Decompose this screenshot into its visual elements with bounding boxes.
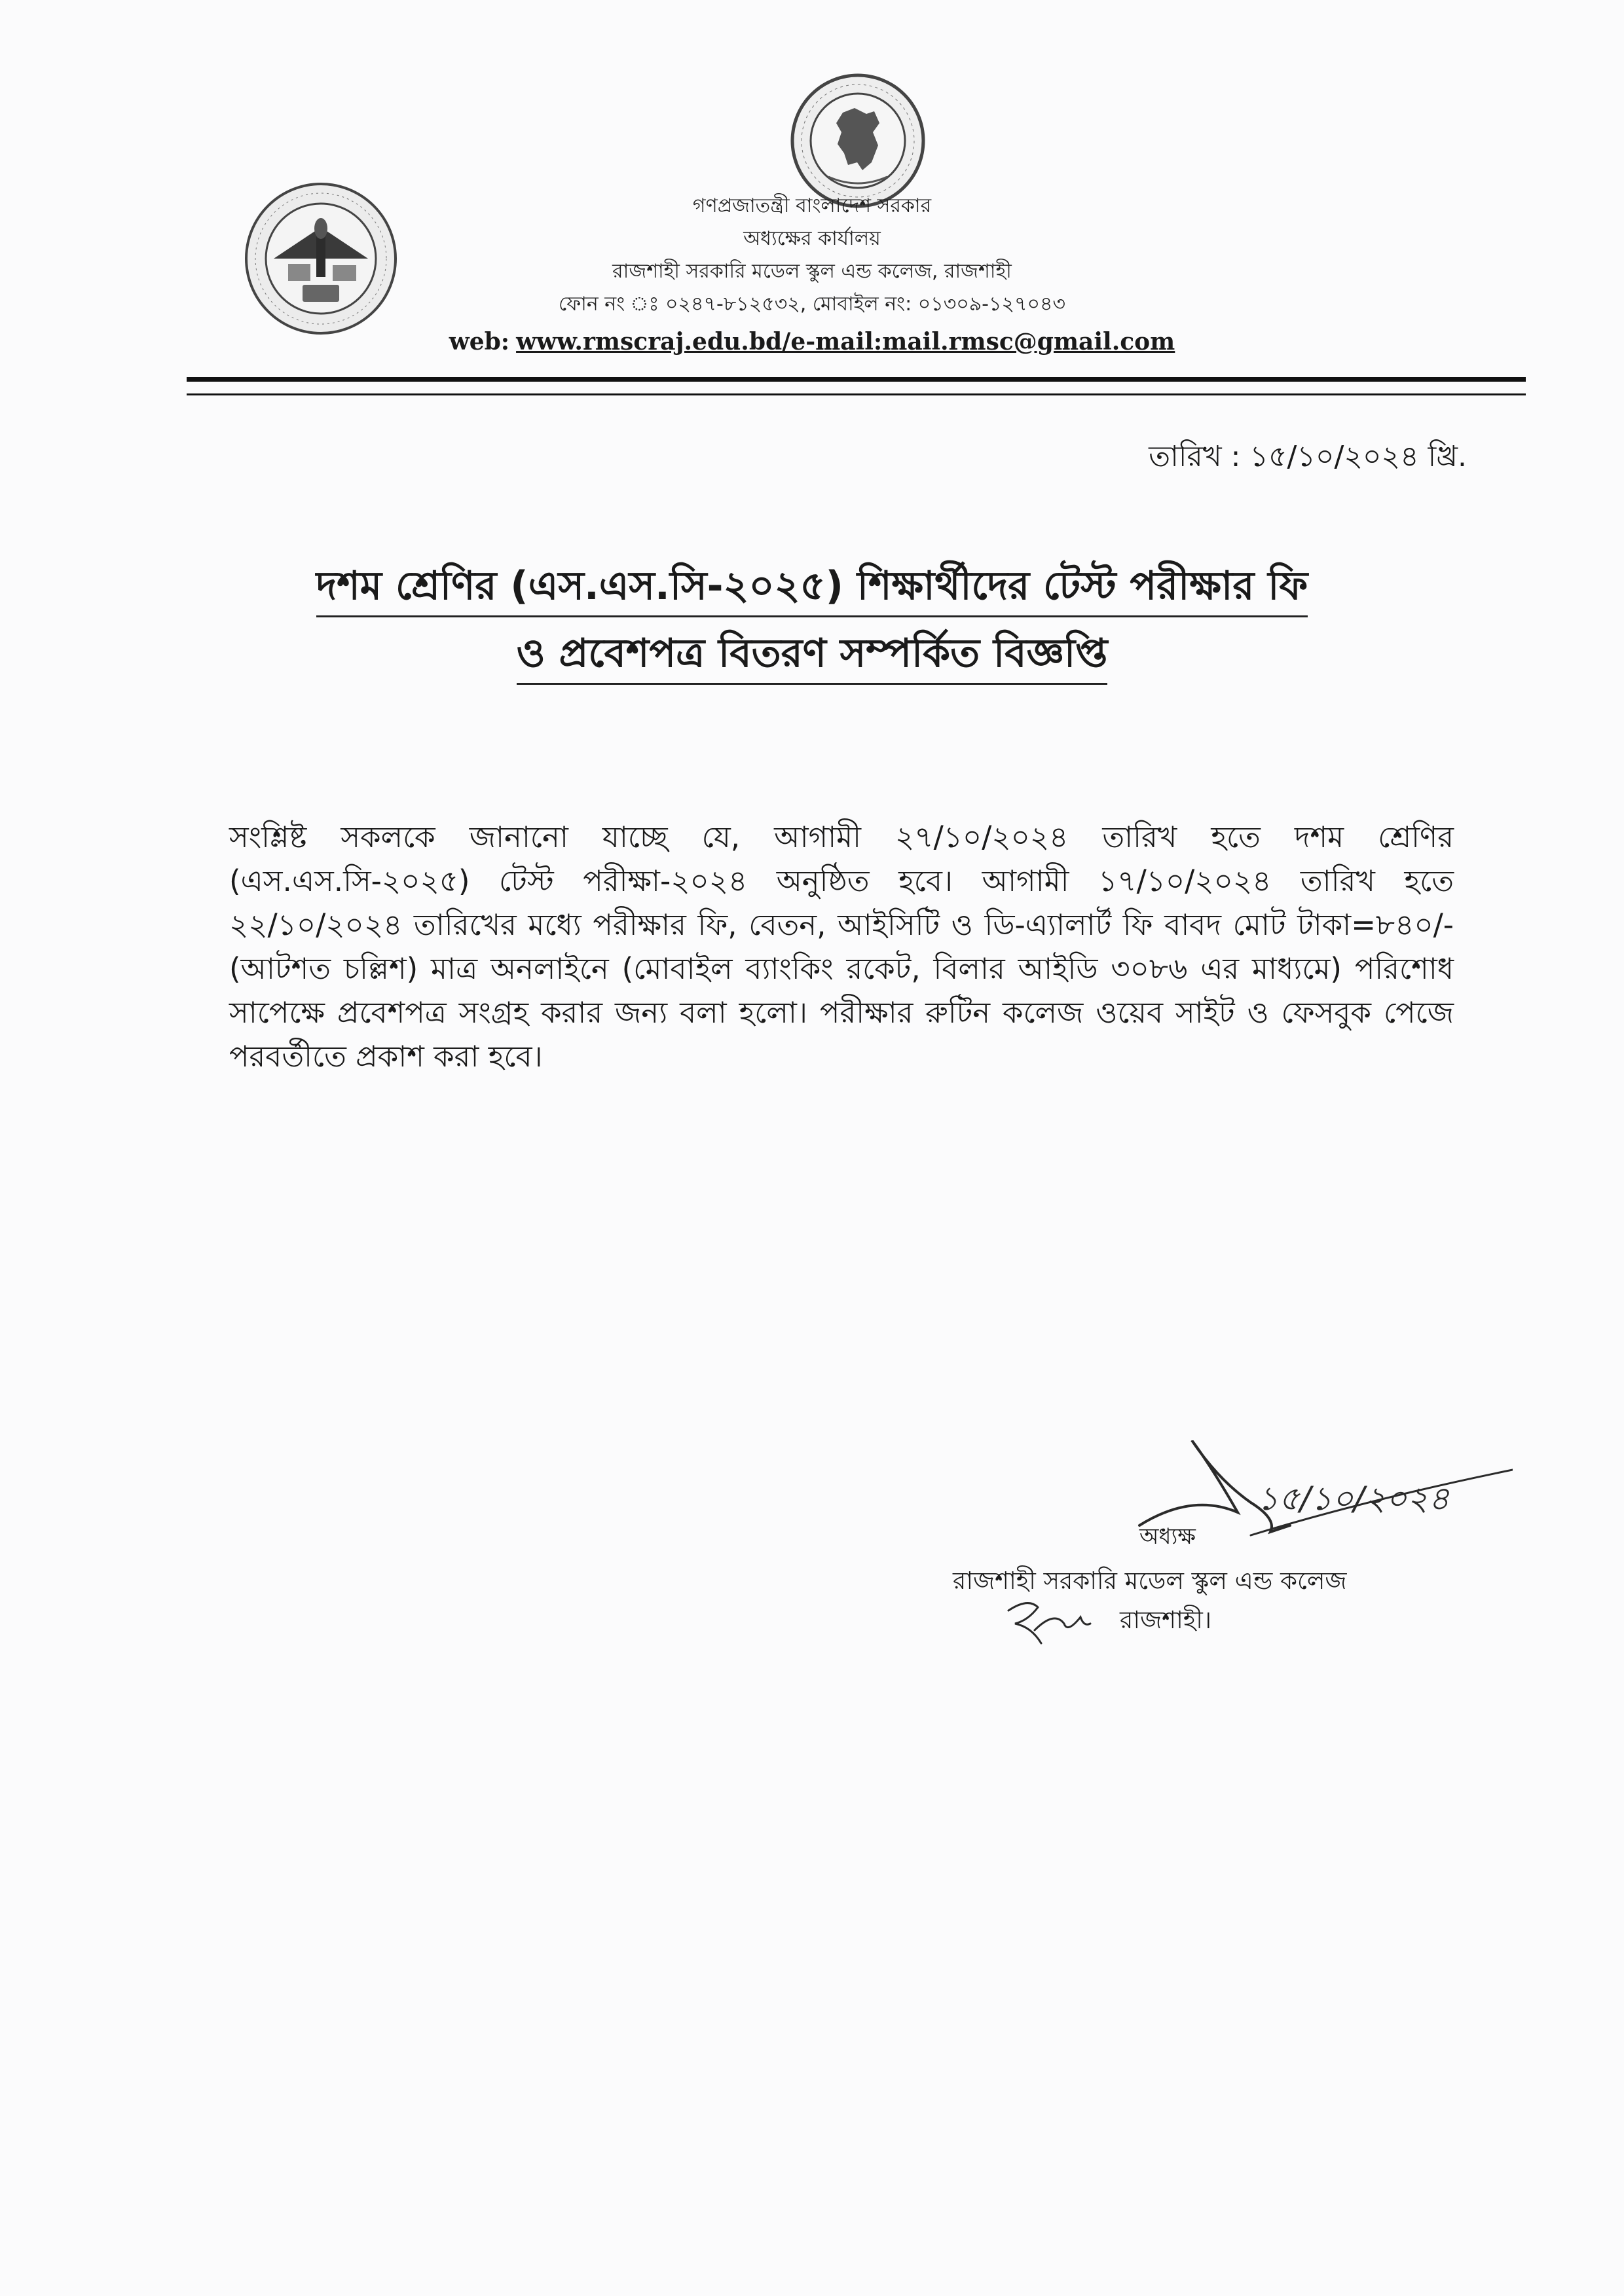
institution-name: রাজশাহী সরকারি মডেল স্কুল এন্ড কলেজ, রাজশাহী <box>612 260 1012 283</box>
notice-date: তারিখ : ১৫/১০/২০২৪ খ্রি. <box>1149 440 1467 473</box>
signatory-institution: রাজশাহী সরকারি মডেল স্কুল এন্ড কলেজ <box>953 1567 1347 1595</box>
signature-block <box>943 1440 1532 1702</box>
notice-title <box>196 556 1428 685</box>
web-email-line <box>393 323 1231 360</box>
title-line-1: দশম শ্রেণির (এস.এস.সি-২০২৫) শিক্ষার্থীদের টেস্ট পরীক্ষার ফি <box>316 556 1308 617</box>
letterhead <box>393 190 1231 360</box>
handwritten-date: ১৫/১০/২০২৪ <box>1257 1480 1450 1518</box>
title-line-2: ও প্রবেশপত্র বিতরণ সম্পর্কিত বিজ্ঞপ্তি <box>517 624 1108 685</box>
header-divider-thick <box>187 377 1526 382</box>
header-divider-thin <box>187 393 1526 395</box>
office-name: অধ্যক্ষের কার্যালয় <box>743 227 881 250</box>
school-crest-logo-icon <box>242 180 399 337</box>
signatory-city: রাজশাহী। <box>1120 1606 1212 1634</box>
signatory-title: অধ্যক্ষ <box>1139 1523 1196 1550</box>
contact-numbers: ফোন নং ঃ ০২৪৭-৮১২৫৩২, মোবাইল নং: ০১৩০৯-১২৭০৪৩ <box>559 293 1065 316</box>
web-email-link[interactable]: www.rmscraj.edu.bd/e-mail:mail.rmsc@gmail.com <box>516 328 1175 355</box>
web-prefix: web: <box>449 328 510 355</box>
bangladesh-government-seal-icon <box>789 72 927 210</box>
government-name: গণপ্রজাতন্ত্রী বাংলাদেশ সরকার <box>692 194 932 217</box>
initials-signature-icon <box>1002 1591 1094 1650</box>
notice-body: সংশ্লিষ্ট সকলকে জানানো যাচ্ছে যে, আগামী ২৭/১০/২০২৪ তারিখ হতে দশম শ্রেণির (এস.এস.সি-২০২৫) টেস্ট পরীক্ষা-২০২৪ অনুষ্ঠিত হবে। আগামী ১৭/১০/২০২৪ তারিখ হতে ২২/১০/২০২৪ তারিখের মধ্যে পরীক্ষার ফি, বেতন, আইসিটি ও ডি-এ্যালার্ট ফি বাবদ মোট টাকা=৮৪০/- (আটশত চল্লিশ) মাত্র অনলাইনে (মোবাইল ব্যাংকিং রকেট, বিলার আইডি ৩০৮৬ এর মাধ্যমে) পরিশোধ সাপেক্ষে প্রবেশপত্র সংগ্রহ করার জন্য বলা হলো। পরীক্ষার রুটিন কলেজ ওয়েব সাইট ও ফেসবুক পেজে পরবর্তীতে প্রকাশ করা হবে। <box>229 820 1454 1074</box>
